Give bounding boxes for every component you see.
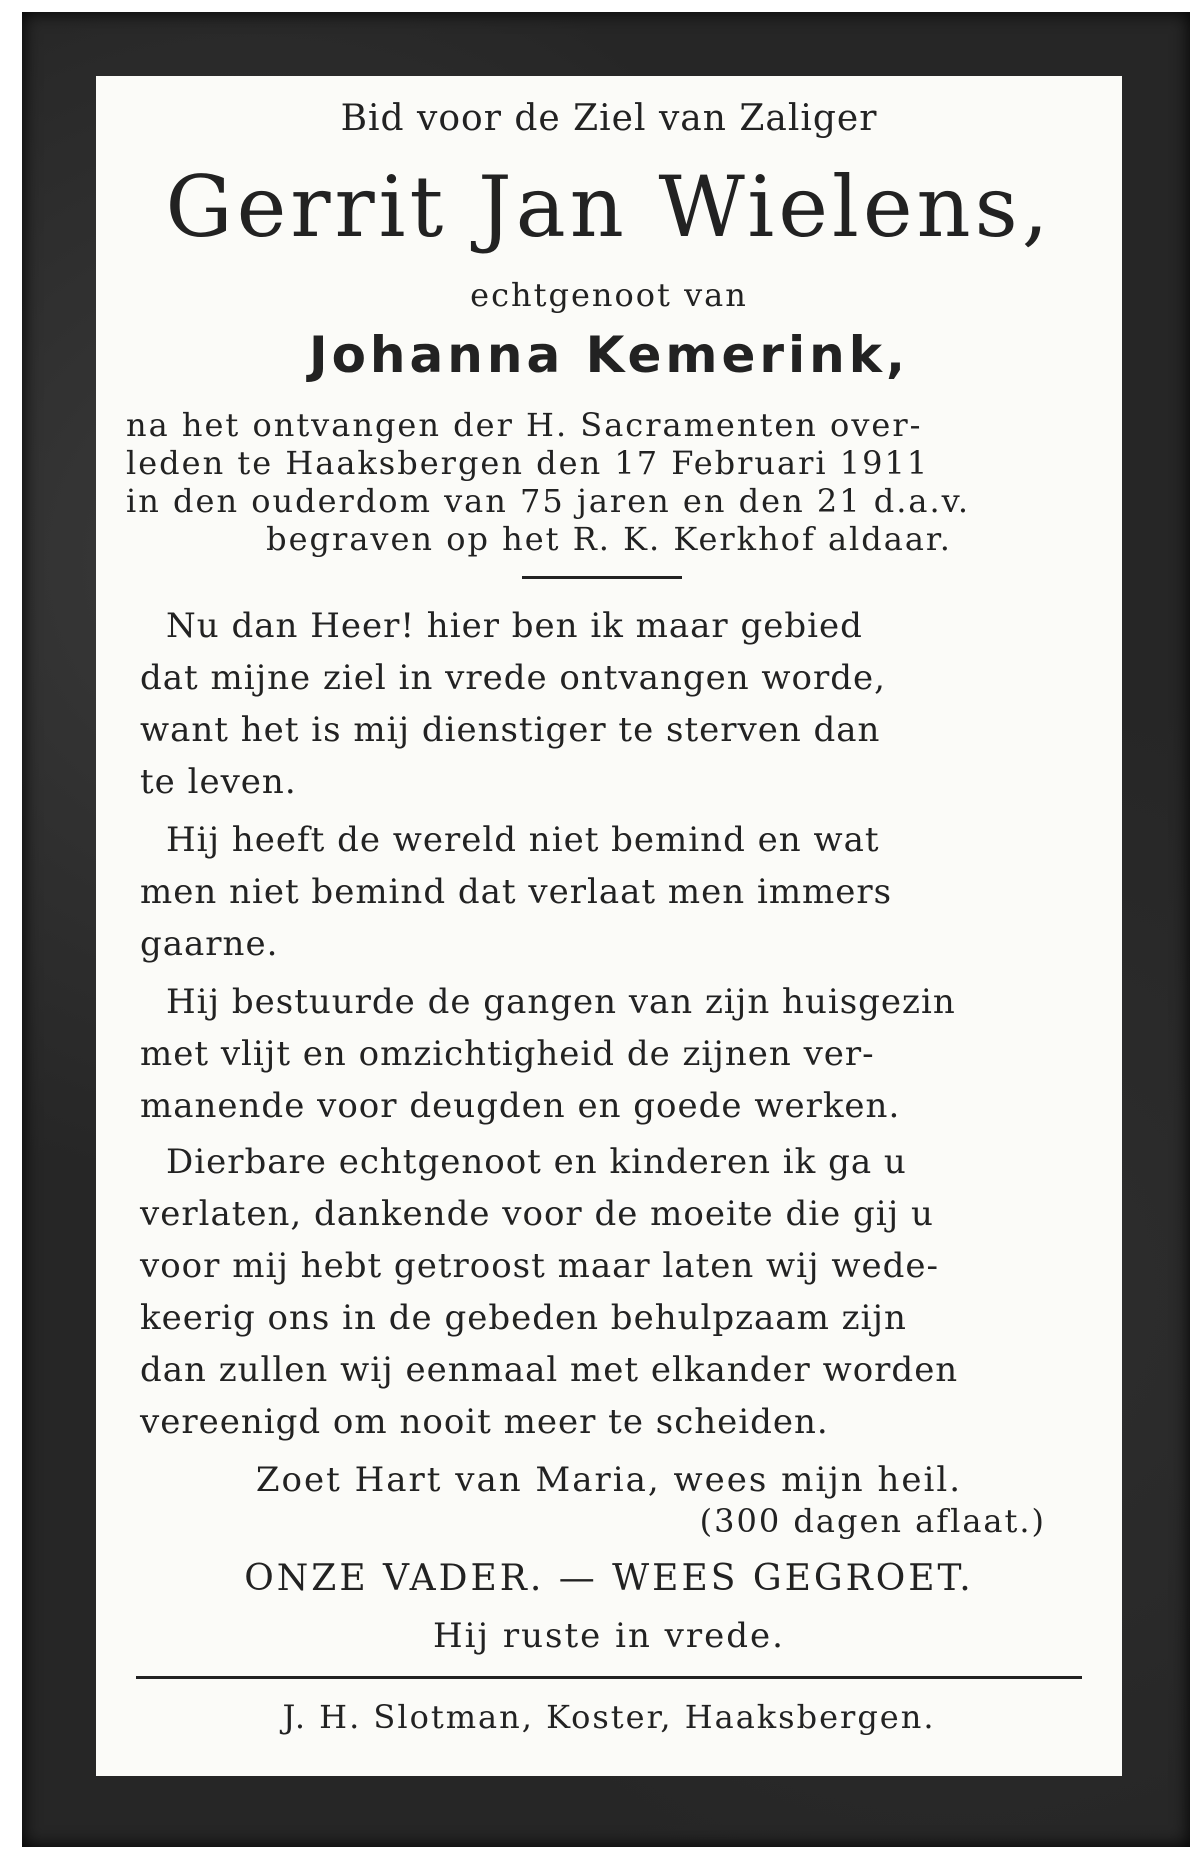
verse-line: dan zullen wij eenmaal met elkander worden: [140, 1350, 959, 1390]
short-divider: [522, 576, 682, 579]
invocation: Zoet Hart van Maria, wees mijn heil.: [255, 1460, 963, 1500]
verse-line: voor mij hebt getroost maar laten wij wede-: [140, 1246, 939, 1286]
verse-line: te leven.: [140, 762, 297, 802]
verse-line: men niet bemind dat verlaat men immers: [140, 872, 893, 912]
verse-line: gaarne.: [140, 924, 279, 964]
notice-line: begraven op het R. K. Kerkhof aldaar.: [266, 520, 952, 558]
bottom-divider: [136, 1676, 1082, 1679]
verse-line: manende voor deugden en goede werken.: [140, 1086, 901, 1126]
verse-line: Nu dan Heer! hier ben ik maar gebied: [166, 606, 863, 646]
verse-line: want het is mij dienstiger te sterven dan: [140, 710, 881, 750]
card-content: [96, 76, 1122, 1776]
notice-line: in den ouderdom van 75 jaren en den 21 d.a.v.: [126, 482, 971, 520]
verse-line: verlaten, dankende voor de moeite die gij u: [140, 1194, 934, 1234]
printer-credit: J. H. Slotman, Koster, Haaksbergen.: [282, 1698, 936, 1736]
notice-line: na het ontvangen der H. Sacramenten over-: [126, 406, 923, 444]
verse-line: vereenigd om nooit meer te scheiden.: [140, 1402, 829, 1442]
prayer-line: Bid voor de Ziel van Zaliger: [340, 98, 878, 139]
indulgence: (300 dagen aflaat.): [699, 1502, 1046, 1540]
notice-line: leden te Haaksbergen den 17 Februari 1911: [126, 444, 930, 482]
verse-line: Hij heeft de wereld niet bemind en wat: [166, 820, 880, 860]
rest-in-peace: Hij ruste in vrede.: [433, 1616, 785, 1656]
prayers: ONZE VADER. — WEES GEGROET.: [244, 1558, 974, 1599]
verse-line: dat mijne ziel in vrede ontvangen worde,: [140, 658, 886, 698]
spouse-name: Johanna Kemerink,: [308, 326, 910, 384]
verse-line: keerig ons in de gebeden behulpzaam zijn: [140, 1298, 907, 1338]
deceased-name: Gerrit Jan Wielens,: [165, 158, 1053, 256]
spouse-intro: echtgenoot van: [470, 276, 748, 314]
verse-line: Dierbare echtgenoot en kinderen ik ga u: [166, 1142, 907, 1182]
verse-line: Hij bestuurde de gangen van zijn huisgezin: [166, 982, 956, 1022]
verse-line: met vlijt en omzichtigheid de zijnen ver-: [140, 1034, 875, 1074]
